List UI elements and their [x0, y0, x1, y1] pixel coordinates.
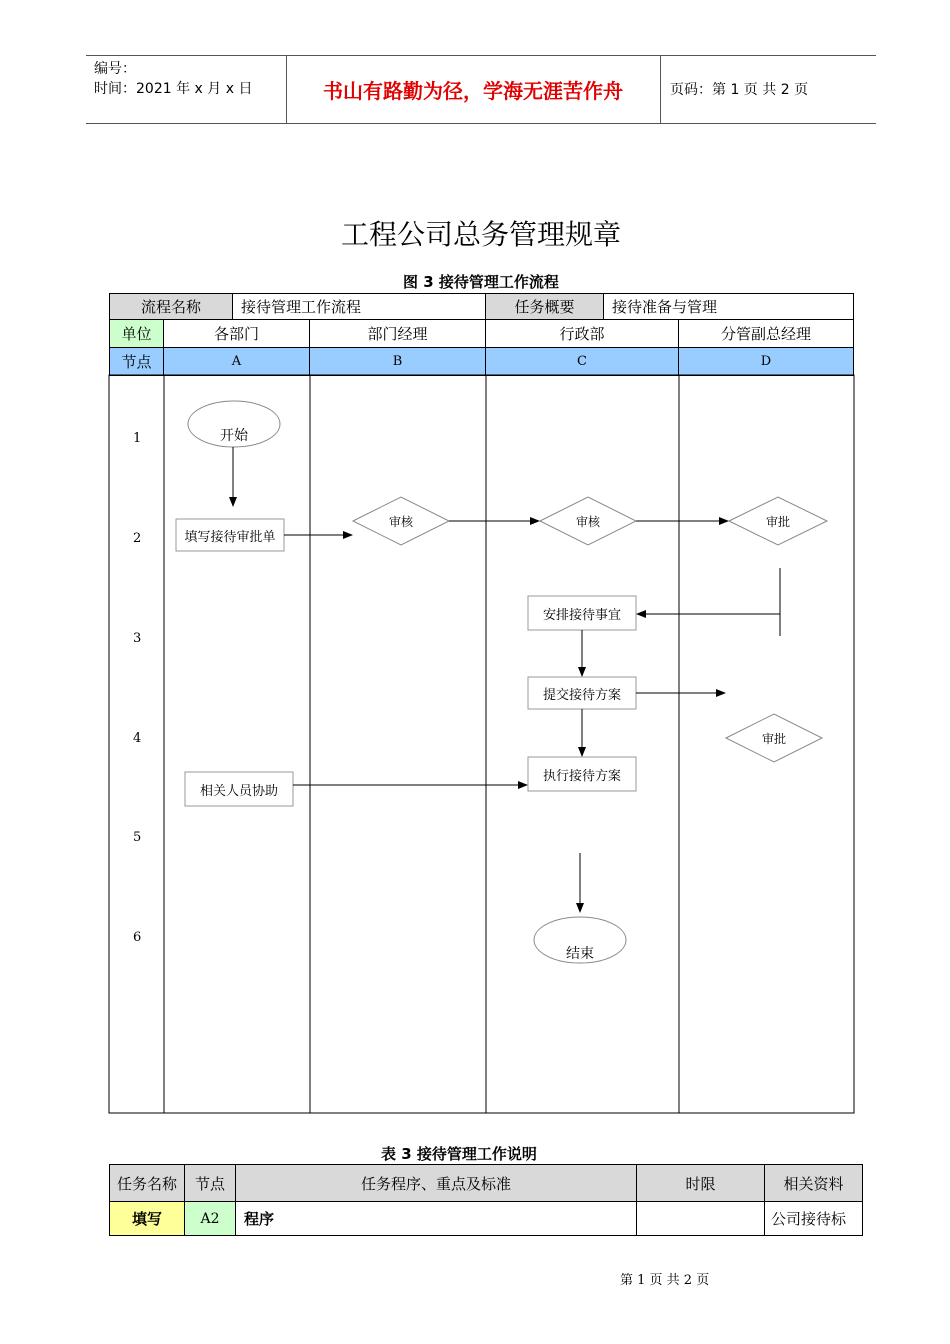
header-motto: 书山有路勤为径，学海无涯苦作舟 [323, 79, 623, 103]
unit-label: 单位 [109, 320, 164, 348]
time-label: 时间：2021 年 x 月 x 日 [94, 81, 253, 97]
cell-procedure: 程序 [236, 1202, 637, 1236]
assist-label: 相关人员协助 [199, 783, 278, 799]
node-d: D [679, 348, 854, 376]
row-number: 5 [133, 830, 142, 845]
figure-caption: 图 3 接待管理工作流程 [403, 273, 559, 291]
page-footer: 第 1 页 共 2 页 [620, 1273, 710, 1288]
node-label: 节点 [109, 348, 164, 376]
approve-d2-label: 审批 [761, 732, 786, 746]
end-label: 结束 [566, 946, 594, 962]
header-task-name: 任务名称 [109, 1164, 185, 1202]
cell-task-name: 填写 [109, 1202, 185, 1236]
start-label: 开始 [220, 428, 248, 444]
header-procedure: 任务程序、重点及标准 [236, 1164, 637, 1202]
unit-b: 部门经理 [310, 320, 486, 348]
unit-c: 行政部 [486, 320, 679, 348]
node-b: B [310, 348, 486, 376]
unit-d: 分管副总经理 [679, 320, 854, 348]
fill-form-label: 填写接待审批单 [184, 529, 276, 545]
page-indicator: 页码：第 1 页 共 2 页 [670, 81, 809, 98]
document-title: 工程公司总务管理规章 [340, 218, 621, 251]
task-summary-value: 接待准备与管理 [604, 293, 854, 320]
node-a: A [164, 348, 310, 376]
review-c-label: 审核 [575, 515, 600, 529]
table-caption: 表 3 接待管理工作说明 [381, 1145, 537, 1163]
review-b-label: 审核 [388, 515, 413, 529]
execute-plan-label: 执行接待方案 [542, 768, 621, 784]
header-related-docs: 相关资料 [765, 1164, 863, 1202]
header-node: 节点 [185, 1164, 236, 1202]
approve-d1-label: 审批 [765, 515, 790, 529]
process-name-value: 接待管理工作流程 [233, 293, 486, 320]
row-number: 2 [133, 531, 142, 546]
unit-a: 各部门 [164, 320, 310, 348]
number-label: 编号： [94, 61, 136, 77]
submit-plan-label: 提交接待方案 [542, 687, 621, 703]
row-number: 1 [133, 431, 142, 446]
task-summary-label: 任务概要 [486, 293, 604, 320]
row-number: 3 [133, 631, 142, 646]
header-time-limit: 时限 [637, 1164, 765, 1202]
description-table [109, 1164, 863, 1236]
cell-related-docs: 公司接待标 [765, 1202, 863, 1236]
process-name-label: 流程名称 [109, 293, 233, 320]
cell-node: A2 [185, 1202, 236, 1236]
row-number: 6 [133, 930, 142, 945]
row-number: 4 [133, 731, 142, 746]
arrange-label: 安排接待事宜 [542, 607, 621, 623]
node-c: C [486, 348, 679, 376]
cell-time-limit [637, 1202, 765, 1236]
